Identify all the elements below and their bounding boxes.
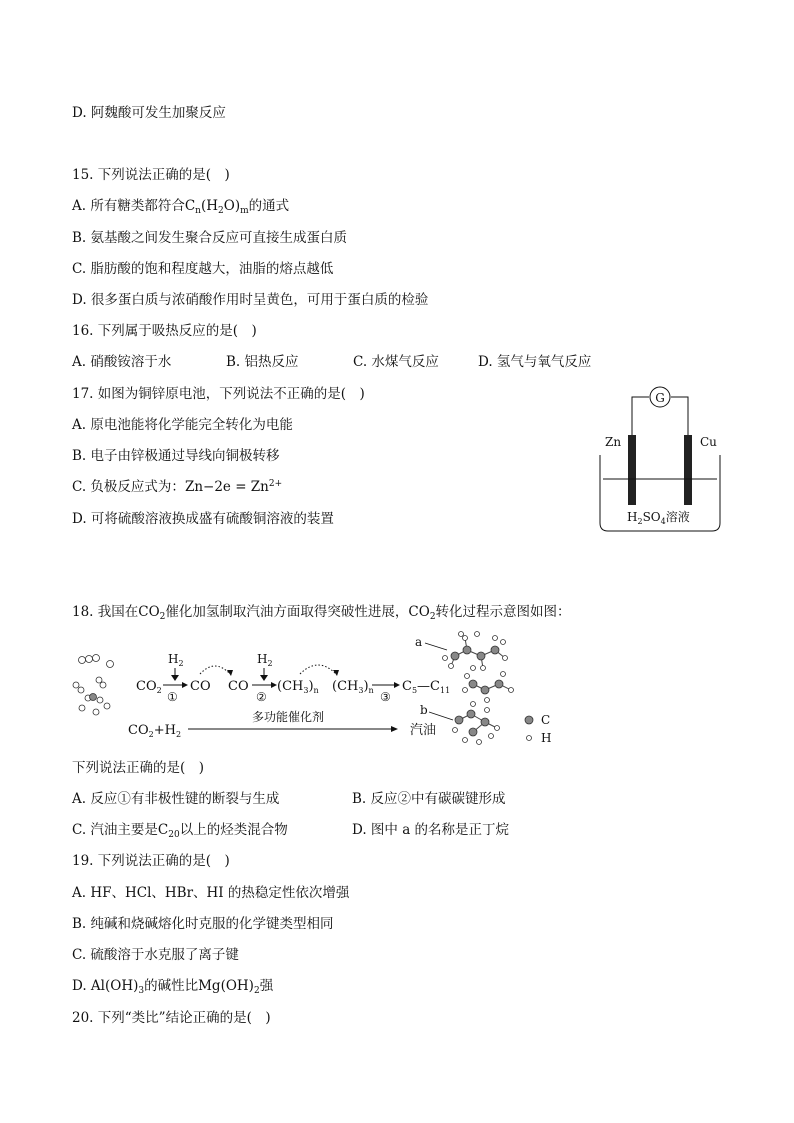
cu-electrode [684,435,692,505]
q16-option-c: C. 水煤气反应 [353,354,439,370]
q19-stem: 19. 下列说法正确的是( ) [72,853,230,869]
q17-option-a: A. 原电池能将化学能完全转化为电能 [72,417,293,433]
h2-arrow-head-1 [171,675,179,681]
q19-option-b: B. 纯碱和烧碱熔化时克服的化学键类型相同 [72,916,334,932]
step-1-label: ① [167,690,178,704]
co-intermediate-1: CO [190,679,211,694]
cu-label: Cu [700,435,717,449]
q17-stem: 17. 如图为铜锌原电池，下列说法不正确的是( ) [72,386,365,402]
zn-label: Zn [605,435,622,449]
q15-option-c: C. 脂肪酸的饱和程度越大，油脂的熔点越低 [72,261,334,277]
molecule-mid-bonds [473,684,511,690]
q16-option-b: B. 铝热反应 [226,354,299,370]
q16-option-a: A. 硝酸铵溶于水 [72,354,172,370]
q18-sub-stem: 下列说法正确的是( ) [72,760,205,776]
ch3n-intermediate-1: $(CH_3)_n$ [277,679,319,695]
q14-option-d: D. 阿魏酸可发生加聚反应 [72,105,226,121]
q18-stem: 18. 我国在$CO_2$催化加氢制取汽油方面取得突破性进展，$CO_2$转化过程示意图如图： [72,604,571,622]
ch3n-intermediate-2: $(CH_3)_n$ [332,679,374,695]
label-a: a [415,635,423,649]
legend-carbon-label: C [541,713,551,727]
legend-carbon-icon [525,716,533,724]
q17-option-c: C. 负极反应式为：$Zn-2e = Zn^{2+}$ [72,479,283,495]
co2-start: $CO_2$ [136,679,162,695]
q18-option-d: D. 图中 a 的名称是正丁烷 [352,822,510,838]
h2-arrow-head-2 [260,675,268,681]
step-3-label: ③ [380,690,391,704]
step-2-label: ② [256,690,267,704]
label-b: b [420,703,428,717]
molecule-b-atoms [453,702,500,745]
q19-option-d: D. $Al(OH)_3$的碱性比$Mg(OH)_2$强 [72,978,274,996]
c5-c11-product: $C_5—C_{11}$ [402,679,451,695]
catalyst-label: 多功能催化剂 [252,710,325,724]
q19-option-a: A. HF、HCl、HBr、HI 的热稳定性依次增强 [72,885,350,901]
molecule-a-atoms [443,632,508,671]
galvanic-cell-diagram [595,383,725,535]
dotted-arrow-1 [200,666,230,674]
q15-stem: 15. 下列说法正确的是( ) [72,167,230,183]
galvanometer-label: G [655,391,665,405]
zn-electrode [628,435,636,505]
q19-option-c: C. 硫酸溶于水克服了离子键 [72,947,239,963]
legend-hydrogen-icon [527,736,532,741]
q15-option-a: A. 所有糖类都符合$C_n(H_2O)_m$的通式 [72,198,290,216]
h2-label-2: $H_2$ [257,652,273,668]
dotted-arrow-2 [300,665,336,674]
q15-option-d: D. 很多蛋白质与浓硝酸作用时呈黄色，可用于蛋白质的检验 [72,292,429,308]
hydrocarbon-models-figure [415,628,565,750]
q18-option-b: B. 反应②中有碳碳键形成 [352,791,506,807]
q16-option-d: D. 氢气与氧气反应 [478,354,592,370]
q15-option-b: B. 氨基酸之间发生聚合反应可直接生成蛋白质 [72,230,348,246]
q17-option-d: D. 可将硫酸溶液换成盛有硫酸铜溶液的装置 [72,511,334,527]
q18-option-c: C. 汽油主要是$C_{20}$以上的烃类混合物 [72,822,288,840]
q20-stem: 20. 下列“类比”结论正确的是( ) [72,1010,271,1026]
h2-label-1: $H_2$ [168,652,184,668]
q17-option-b: B. 电子由锌极通过导线向铜极转移 [72,448,280,464]
q18-option-a: A. 反应①有非极性键的断裂与生成 [72,791,280,807]
molecule-b-bonds [459,714,497,732]
q16-stem: 16. 下列属于吸热反应的是( ) [72,323,257,339]
co-intermediate-2: CO [228,679,249,694]
gasoline-label: 汽油 [410,723,437,738]
legend-hydrogen-label: H [541,731,552,745]
reactants-label: $CO_2+H_2$ [128,723,182,739]
co2-molecule-cluster-icon [73,655,114,716]
solution-label: $H_2SO_4$溶液 [627,510,690,526]
